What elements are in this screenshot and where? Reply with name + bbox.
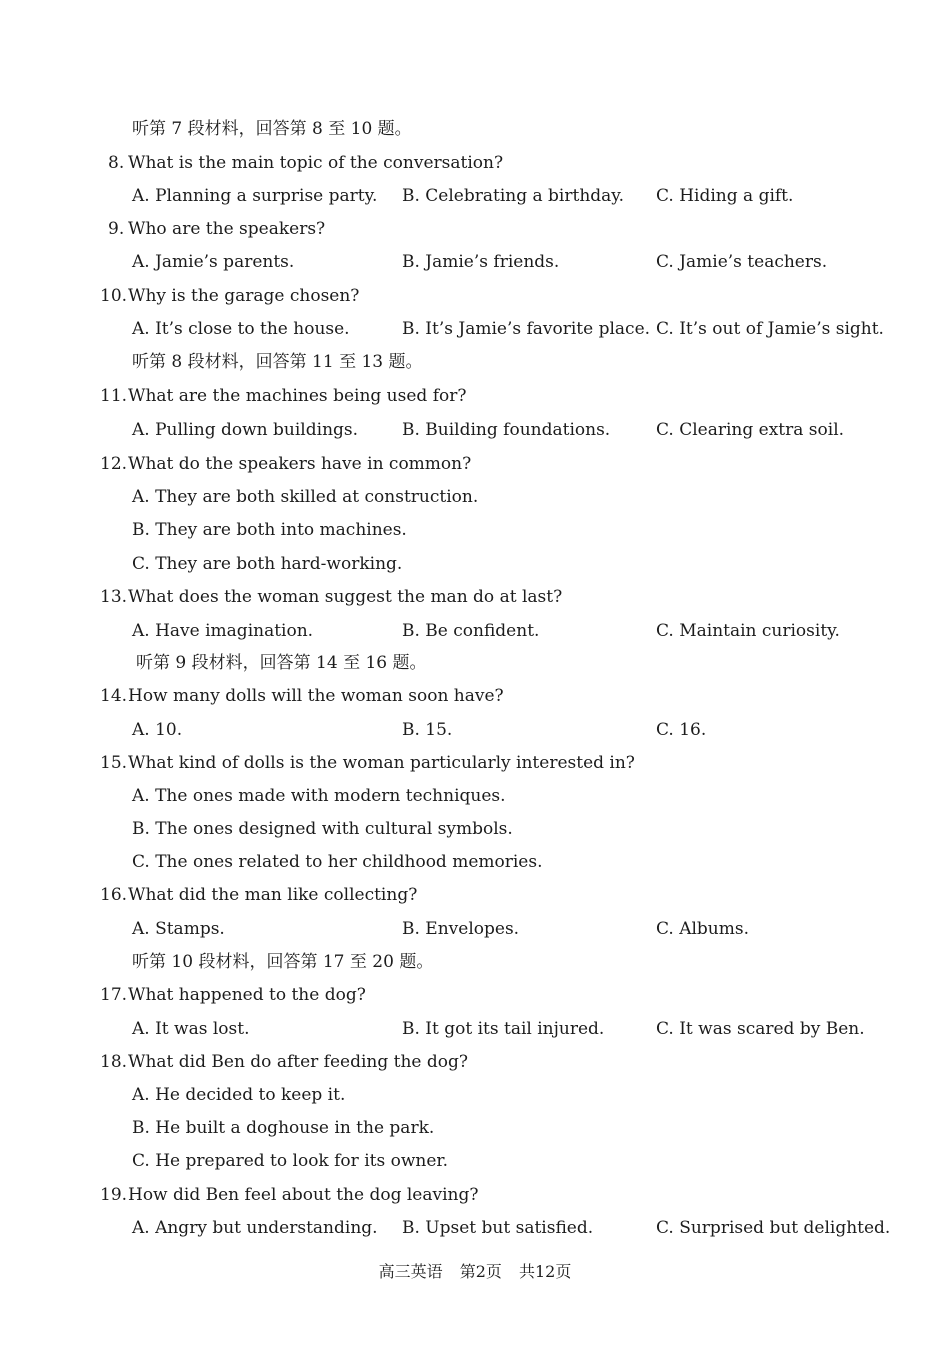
question-number: 8. [108,153,125,173]
question-number: 15. [100,753,128,773]
option-c: C. It was scared by Ben. [656,1019,865,1039]
option-b: B. Be confident. [402,621,540,641]
option-b: B. They are both into machines. [132,520,407,540]
option-b: B. The ones designed with cultural symbols. [132,819,513,839]
option-15-b [0,814,950,844]
option-15-c [0,847,950,877]
question-text: What happened to the dog? [128,985,366,1005]
option-a: A. They are both skilled at construction. [132,487,479,507]
question-number: 13. [100,587,128,607]
option-c: C. The ones related to her childhood memories. [132,852,543,872]
section-heading-7 [0,114,950,144]
question-text: Who are the speakers? [128,219,326,239]
option-18-c [0,1146,950,1176]
option-b: B. Jamie’s friends. [402,252,560,272]
section-heading-text: 听第 8 段材料，回答第 11 至 13 题。 [132,352,423,372]
option-a: A. It was lost. [132,1019,250,1039]
option-b: B. Upset but satisfied. [402,1218,594,1238]
question-15 [0,748,950,778]
options-11 [0,415,950,445]
question-9 [0,214,950,244]
section-heading-text: 听第 10 段材料，回答第 17 至 20 题。 [132,952,434,972]
option-a: A. Angry but understanding. [132,1218,378,1238]
option-b: B. It got its tail injured. [402,1019,605,1039]
question-number: 11. [100,386,128,406]
options-14 [0,715,950,745]
question-text: Why is the garage chosen? [128,286,360,306]
footer-total-pages: 共12页 [519,1262,572,1281]
question-8 [0,148,950,178]
option-a: A. He decided to keep it. [132,1085,346,1105]
question-16 [0,880,950,910]
question-text: What is the main topic of the conversation? [128,153,504,173]
question-text: How many dolls will the woman soon have? [128,686,504,706]
question-text: What does the woman suggest the man do at last? [128,587,563,607]
option-a: A. Jamie’s parents. [132,252,295,272]
option-c: C. He prepared to look for its owner. [132,1151,449,1171]
options-17 [0,1014,950,1044]
options-9 [0,247,950,277]
section-heading-10 [0,947,950,977]
option-b: B. Envelopes. [402,919,520,939]
option-c: C. Jamie’s teachers. [656,252,828,272]
question-number: 19. [100,1185,128,1205]
option-18-b [0,1113,950,1143]
page-footer [0,1258,950,1286]
option-12-c [0,549,950,579]
question-12 [0,449,950,479]
option-b: B. He built a doghouse in the park. [132,1118,435,1138]
option-a: A. It’s close to the house. [132,319,350,339]
question-number: 16. [100,885,128,905]
question-number: 10. [100,286,128,306]
question-19 [0,1180,950,1210]
options-16 [0,914,950,944]
question-number: 12. [100,454,128,474]
option-c: C. They are both hard-working. [132,554,403,574]
question-number: 9. [108,219,125,239]
option-c: C. Hiding a gift. [656,186,794,206]
option-b: B. Celebrating a birthday. [402,186,625,206]
option-15-a [0,781,950,811]
options-10 [0,314,950,344]
question-13 [0,582,950,612]
footer-subject: 高三英语 [378,1262,443,1281]
option-c: C. Surprised but delighted. [656,1218,891,1238]
option-a: A. Have imagination. [132,621,314,641]
option-c: C. Clearing extra soil. [656,420,845,440]
section-heading-text: 听第 9 段材料，回答第 14 至 16 题。 [136,653,427,673]
question-text: What did Ben do after feeding the dog? [128,1052,468,1072]
question-text: What kind of dolls is the woman particularly interested in? [128,753,635,773]
section-heading-text: 听第 7 段材料，回答第 8 至 10 题。 [132,119,412,139]
option-b: B. 15. [402,720,453,740]
question-text: What do the speakers have in common? [128,454,472,474]
option-b: B. It’s Jamie’s favorite place. [402,319,651,339]
option-12-b [0,515,950,545]
question-text: How did Ben feel about the dog leaving? [128,1185,479,1205]
footer-page-number: 第2页 [459,1262,502,1281]
option-a: A. Planning a surprise party. [132,186,378,206]
option-18-a [0,1080,950,1110]
section-heading-8 [0,347,950,377]
option-a: A. Pulling down buildings. [132,420,359,440]
question-10 [0,281,950,311]
question-text: What are the machines being used for? [128,386,467,406]
section-heading-9 [0,648,950,678]
option-c: C. 16. [656,720,707,740]
question-number: 18. [100,1052,128,1072]
question-11 [0,381,950,411]
question-text: What did the man like collecting? [128,885,418,905]
question-14 [0,681,950,711]
option-a: A. The ones made with modern techniques. [132,786,506,806]
options-19 [0,1213,950,1243]
question-18 [0,1047,950,1077]
option-12-a [0,482,950,512]
options-8 [0,181,950,211]
option-a: A. 10. [132,720,183,740]
option-c: C. Maintain curiosity. [656,621,840,641]
option-b: B. Building foundations. [402,420,611,440]
options-13 [0,616,950,646]
option-c: C. Albums. [656,919,750,939]
option-c: C. It’s out of Jamie’s sight. [656,319,884,339]
question-number: 14. [100,686,128,706]
option-a: A. Stamps. [132,919,225,939]
question-17 [0,980,950,1010]
question-number: 17. [100,985,128,1005]
